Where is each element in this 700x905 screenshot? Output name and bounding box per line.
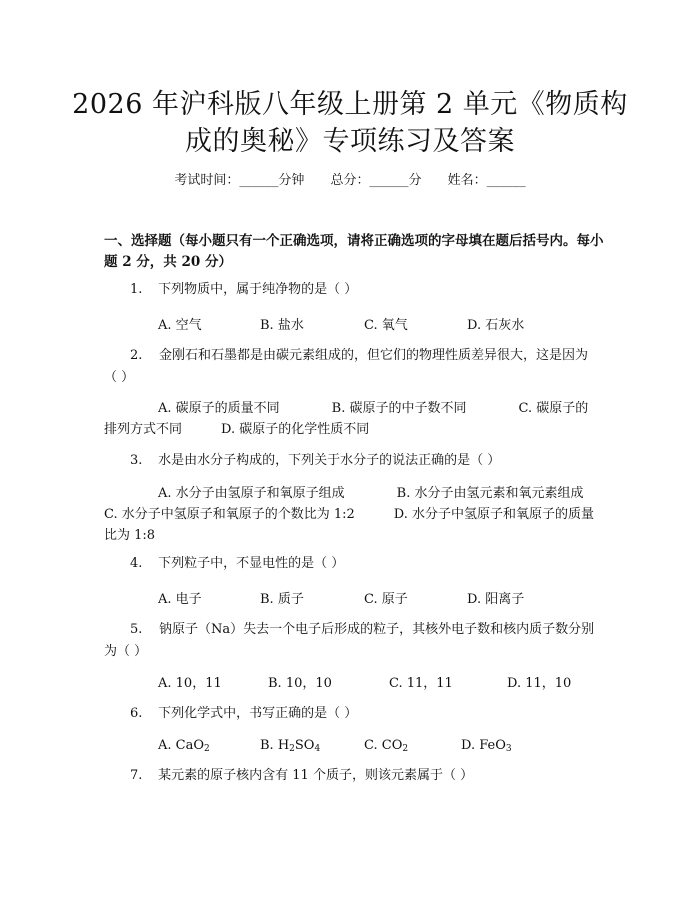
option-a: A. 空气 — [158, 318, 202, 333]
option-c: C. 原子 — [364, 592, 408, 607]
option-c: C. 氧气 — [364, 318, 408, 333]
option-b: B. 质子 — [260, 592, 304, 607]
question-number: 6. — [130, 706, 143, 721]
question-3-options: A. 水分子由氢原子和氧原子组成 B. 水分子由氢元素和氧元素组成 C. 水分子中氢原子和氧原子的个数比为 1:2 D. 水分子中氢原子和氧原子的质量比为 1:8 — [104, 486, 597, 543]
student-name: 姓名：______ — [447, 173, 526, 188]
option-c: C. 11，11 — [389, 676, 453, 691]
exam-score: 总分：______分 — [330, 173, 422, 188]
question-number: 7. — [130, 768, 143, 783]
question-7 — [104, 765, 600, 787]
section-heading: 一、选择题（每小题只有一个正确选项，请将正确选项的字母填在题后括号内。每小题 2 分，共 20 分） — [104, 233, 604, 270]
option-d: D. 阳离子 — [467, 592, 525, 607]
option-d: D. FeO$_3$ — [461, 738, 512, 754]
question-5 — [104, 619, 600, 663]
question-text: 下列粒子中，不显电性的是（ ） — [158, 556, 345, 571]
question-number: 1. — [130, 282, 143, 297]
question-text: 水是由水分子构成的，下列关于水分子的说法正确的是（ ） — [158, 453, 501, 468]
question-number: 2. — [130, 348, 143, 363]
question-text: 钠原子（Na）失去一个电子后形成的粒子，其核外电子数和核内质子数分别为（ ） — [104, 622, 595, 659]
question-number: 5. — [130, 622, 143, 637]
question-6 — [104, 703, 600, 725]
question-number: 4. — [130, 556, 143, 571]
option-a: A. CaO$_2$ — [158, 738, 210, 754]
question-2-options: A. 碳原子的质量不同 B. 碳原子的中子数不同 C. 碳原子的排列方式不同 D. 碳原子的化学性质不同 — [104, 401, 589, 437]
question-text: 某元素的原子核内含有 11 个质子，则该元素属于（ ） — [158, 768, 474, 783]
document-title-line-1: 2026 年沪科版八年级上册第 2 单元《物质构 — [72, 89, 628, 120]
exam-time: 考试时间：______分钟 — [174, 173, 305, 188]
document-title-line-2: 成的奥秘》专项练习及答案 — [185, 126, 515, 157]
question-4 — [104, 553, 600, 575]
question-3 — [104, 450, 600, 472]
question-1 — [104, 279, 600, 301]
question-text: 下列物质中，属于纯净物的是（ ） — [158, 282, 358, 297]
option-c: C. $CO_2$ — [364, 738, 409, 754]
exam-meta — [0, 169, 700, 188]
question-2 — [104, 345, 600, 389]
option-b: B. 盐水 — [260, 318, 304, 333]
option-b: B. $H_2SO_4$ — [260, 738, 321, 754]
question-number: 3. — [130, 453, 143, 468]
question-text: 金刚石和石墨都是由碳元素组成的，但它们的物理性质差异很大，这是因为（ ） — [104, 348, 588, 385]
option-a: A. 10，11 — [158, 676, 222, 691]
option-a: A. 电子 — [158, 592, 202, 607]
option-d: D. 石灰水 — [467, 318, 525, 333]
question-text: 下列化学式中，书写正确的是（ ） — [158, 706, 358, 721]
option-b: B. 10，10 — [268, 676, 332, 691]
option-d: D. 11，10 — [507, 676, 572, 691]
